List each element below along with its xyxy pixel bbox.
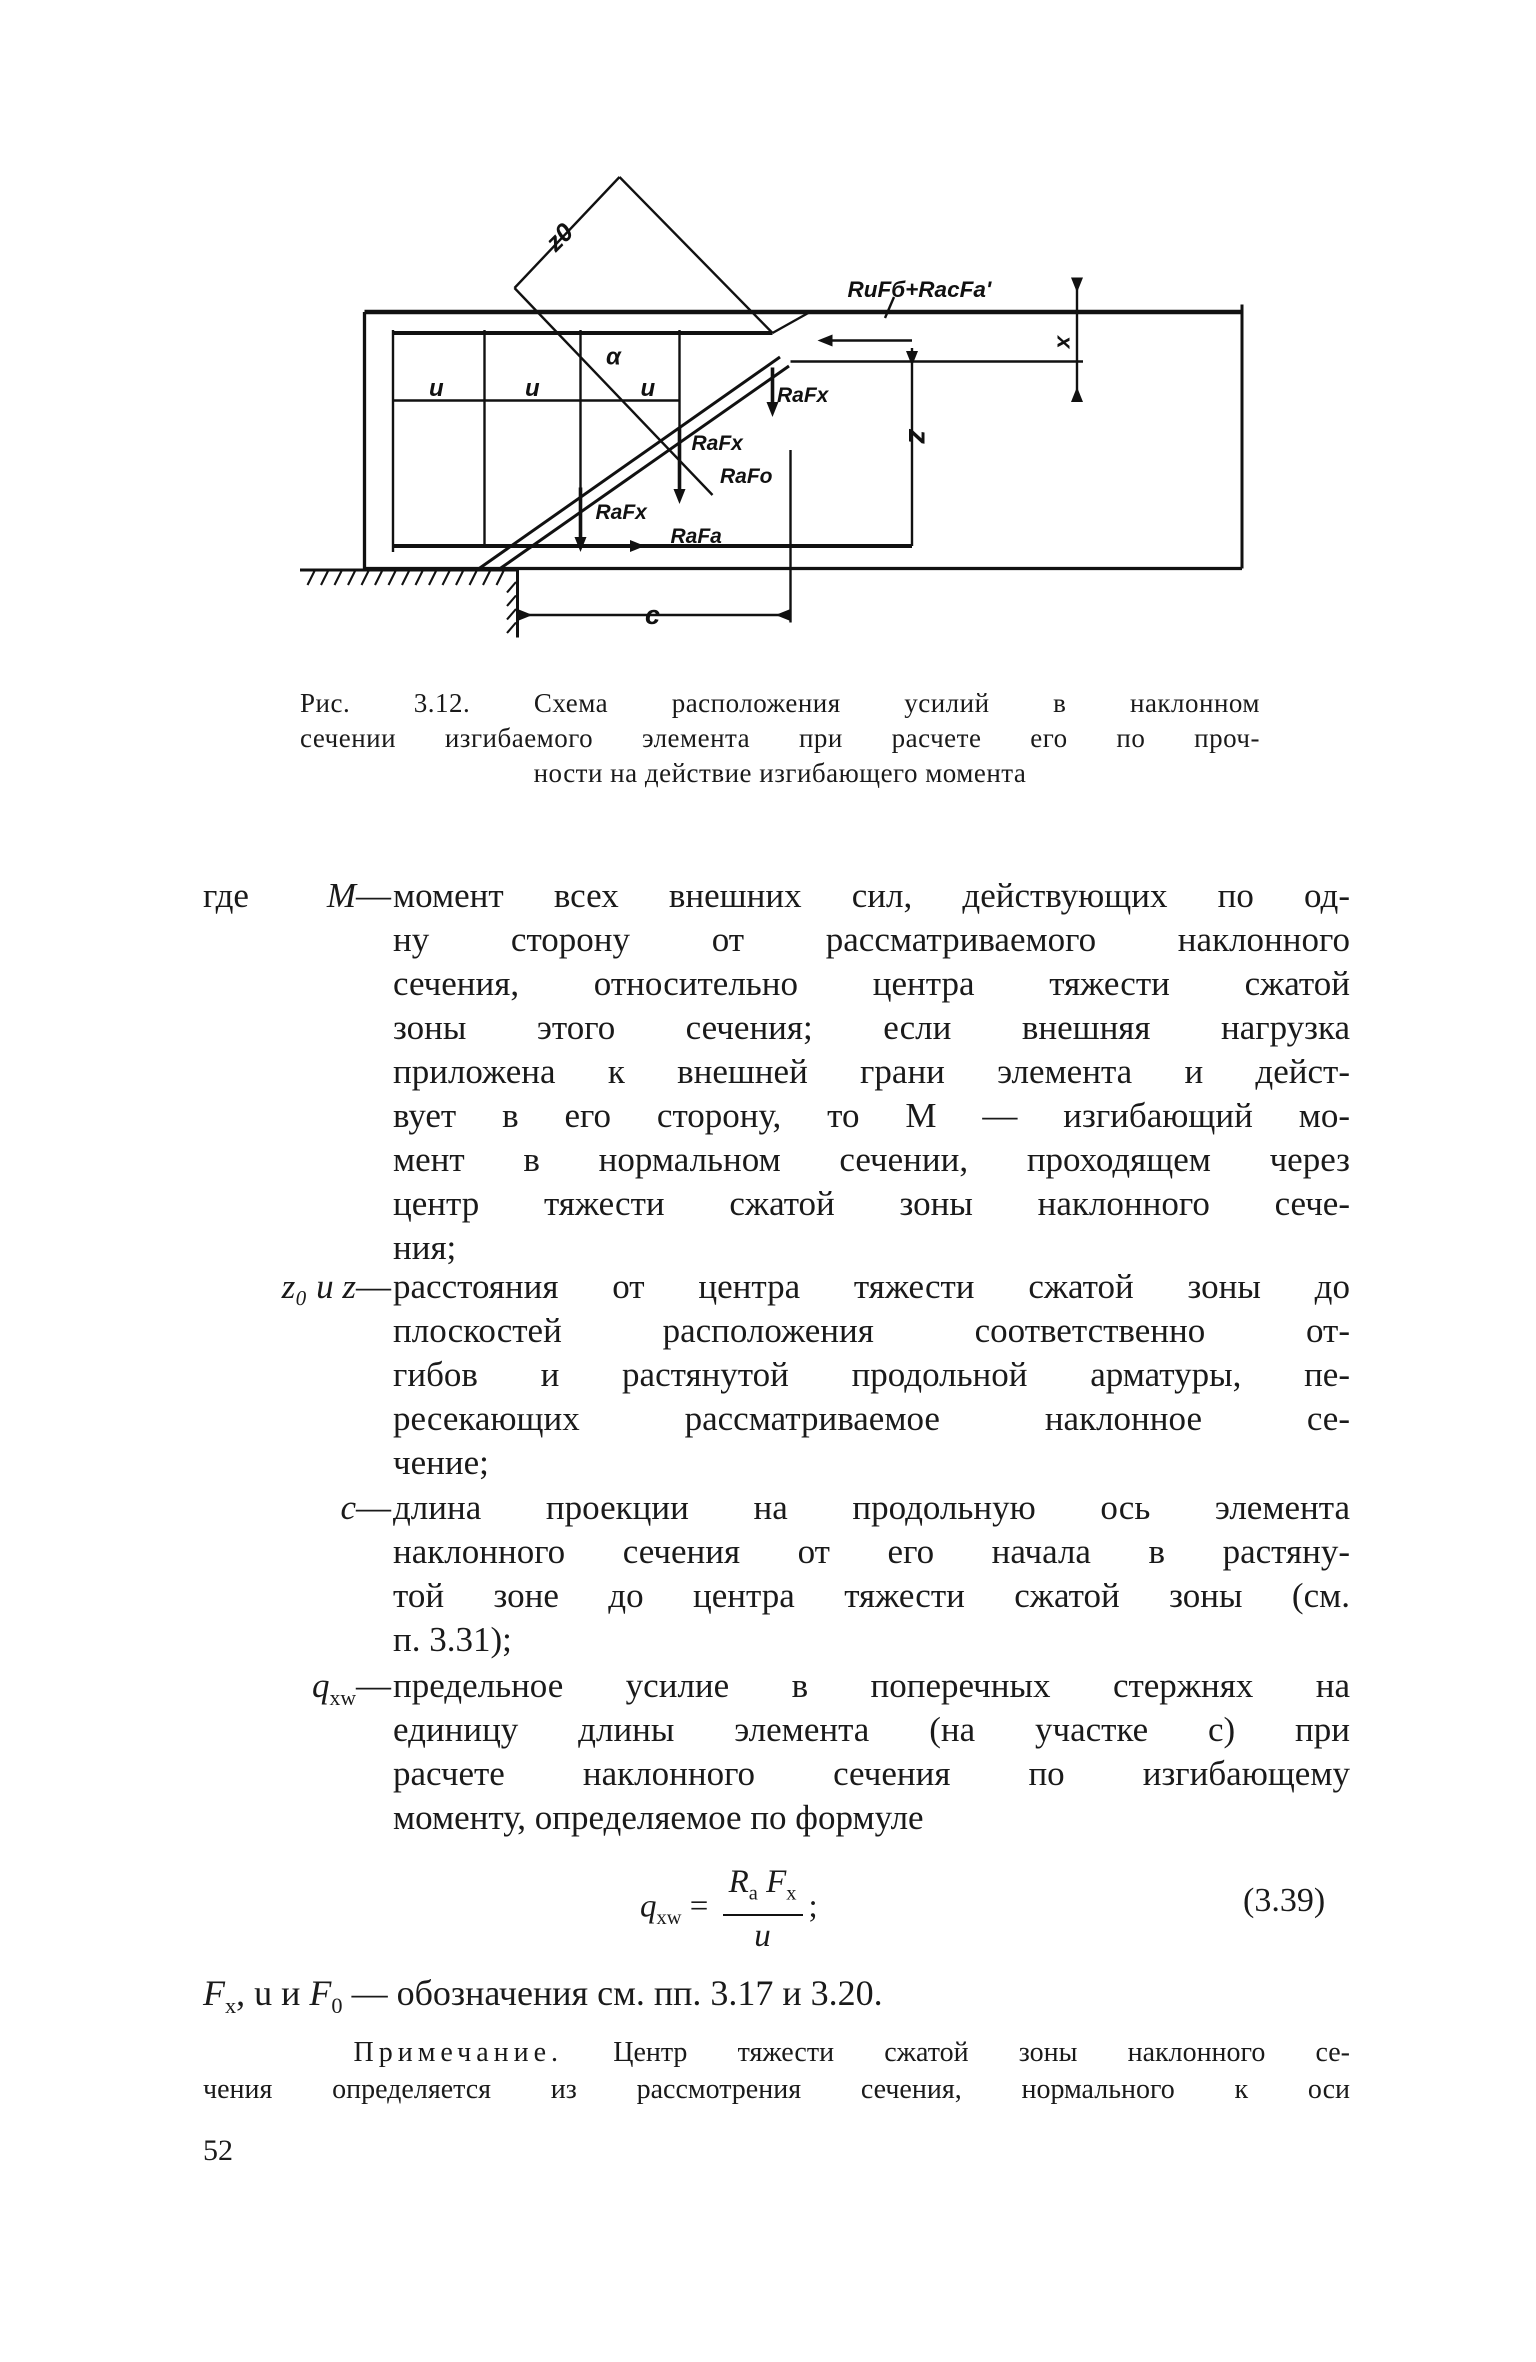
definition-line: центр тяжести сжатой зоны наклонного сече- [393, 1184, 1350, 1223]
definition-qxw [311, 1664, 1350, 1840]
definition-line: сечения, относительно центра тяжести сжатой [393, 964, 1350, 1003]
figure-caption [300, 686, 1260, 791]
definition-line: зоны этого сечения; если внешняя нагрузка [393, 1008, 1350, 1047]
page-number: 52 [203, 2134, 233, 2167]
caption-line: ности на действие изгибающего момента [533, 758, 1027, 788]
definition-line: гибов и растянутой продольной арматуры, пе- [393, 1355, 1350, 1394]
caption-line: Рис. 3.12. Схема расположения усилий в наклонном [300, 688, 1260, 718]
definition-line: чение; [393, 1443, 489, 1482]
definitions-intro: где [203, 876, 249, 915]
formula-3-39: $q_{xw}$ = $\frac{R_a F_x}{u}$ ; [640, 1864, 818, 1954]
definition-line: расчете наклонного сечения по изгибающему [393, 1754, 1350, 1793]
definition-line: предельное усилие в поперечных стержнях на [393, 1666, 1350, 1705]
label-x: x [1052, 336, 1078, 349]
fraction: $\frac{R_a F_x}{u}$ [723, 1862, 803, 1956]
note-line: Центр тяжести сжатой зоны наклонного се- [613, 2037, 1351, 2068]
label-raFx-mid: RaFx [691, 432, 743, 455]
label-z0: z0 [540, 218, 580, 257]
definition-line: той зоне до центра тяжести сжатой зоны (см. [393, 1576, 1350, 1615]
label-z: z [902, 429, 935, 444]
definition-line: расстояния от центра тяжести сжатой зоны до [393, 1267, 1350, 1306]
definition-line: п. 3.31); [393, 1620, 512, 1659]
equation-number: (3.39) [1243, 1882, 1326, 1919]
definition-z0-z [281, 1265, 1350, 1485]
label-top-force: RuFб+RacFa' [847, 277, 992, 302]
caption-line: сечении изгибаемого элемента при расчете его по проч- [300, 723, 1260, 753]
definition-line: мент в нормальном сечении, проходящем через [393, 1140, 1350, 1179]
definition-line: момент всех внешних сил, действующих по од- [393, 876, 1350, 915]
label-u-1: u [429, 375, 444, 402]
label-raFo: RaFo [720, 465, 773, 488]
definition-line: моменту, определяемое по формуле [393, 1798, 924, 1837]
definition-line: ну сторону от рассматриваемого наклонного [393, 920, 1350, 959]
definition-term: $q_{xw}—$ [311, 1666, 391, 1710]
note-label: Примечание. [353, 2037, 564, 2068]
definition-line: ресекающих рассматриваемое наклонное се- [393, 1399, 1350, 1438]
label-u-2: u [525, 375, 540, 402]
definition-line: единицу длины элемента (на участке c) при [393, 1710, 1350, 1749]
label-raFa: RaFa [670, 525, 722, 548]
label-raFx-low: RaFx [595, 501, 647, 524]
label-u-3: u [640, 375, 656, 402]
note-line: чения определяется из рассмотрения сечения, нормального к оси [203, 2074, 1350, 2105]
definition-M [326, 874, 1350, 1270]
note [203, 2034, 1350, 2108]
figure-3-12-diagram [285, 165, 1275, 645]
label-raFx-top: RaFx [777, 384, 829, 407]
notation-line: $F_x$, u и $F_0$ — обозначения см. пп. 3.17 и 3.20. [203, 1973, 883, 2019]
definition-term: z₀ и z— [281, 1267, 391, 1306]
definition-term: M— [326, 876, 391, 915]
definition-c [340, 1486, 1350, 1662]
definition-term: c— [340, 1488, 391, 1527]
label-c: c [645, 600, 661, 630]
definition-line: наклонного сечения от его начала в растяну- [393, 1532, 1350, 1571]
definition-line: приложена к внешней грани элемента и дейст- [393, 1052, 1350, 1091]
definition-line: ния; [393, 1228, 457, 1267]
label-alpha: α [606, 343, 621, 371]
definition-line: вует в его сторону, то M — изгибающий мо- [393, 1096, 1350, 1135]
definition-line: плоскостей расположения соответственно от- [393, 1311, 1350, 1350]
definition-line: длина проекции на продольную ось элемента [393, 1488, 1350, 1527]
